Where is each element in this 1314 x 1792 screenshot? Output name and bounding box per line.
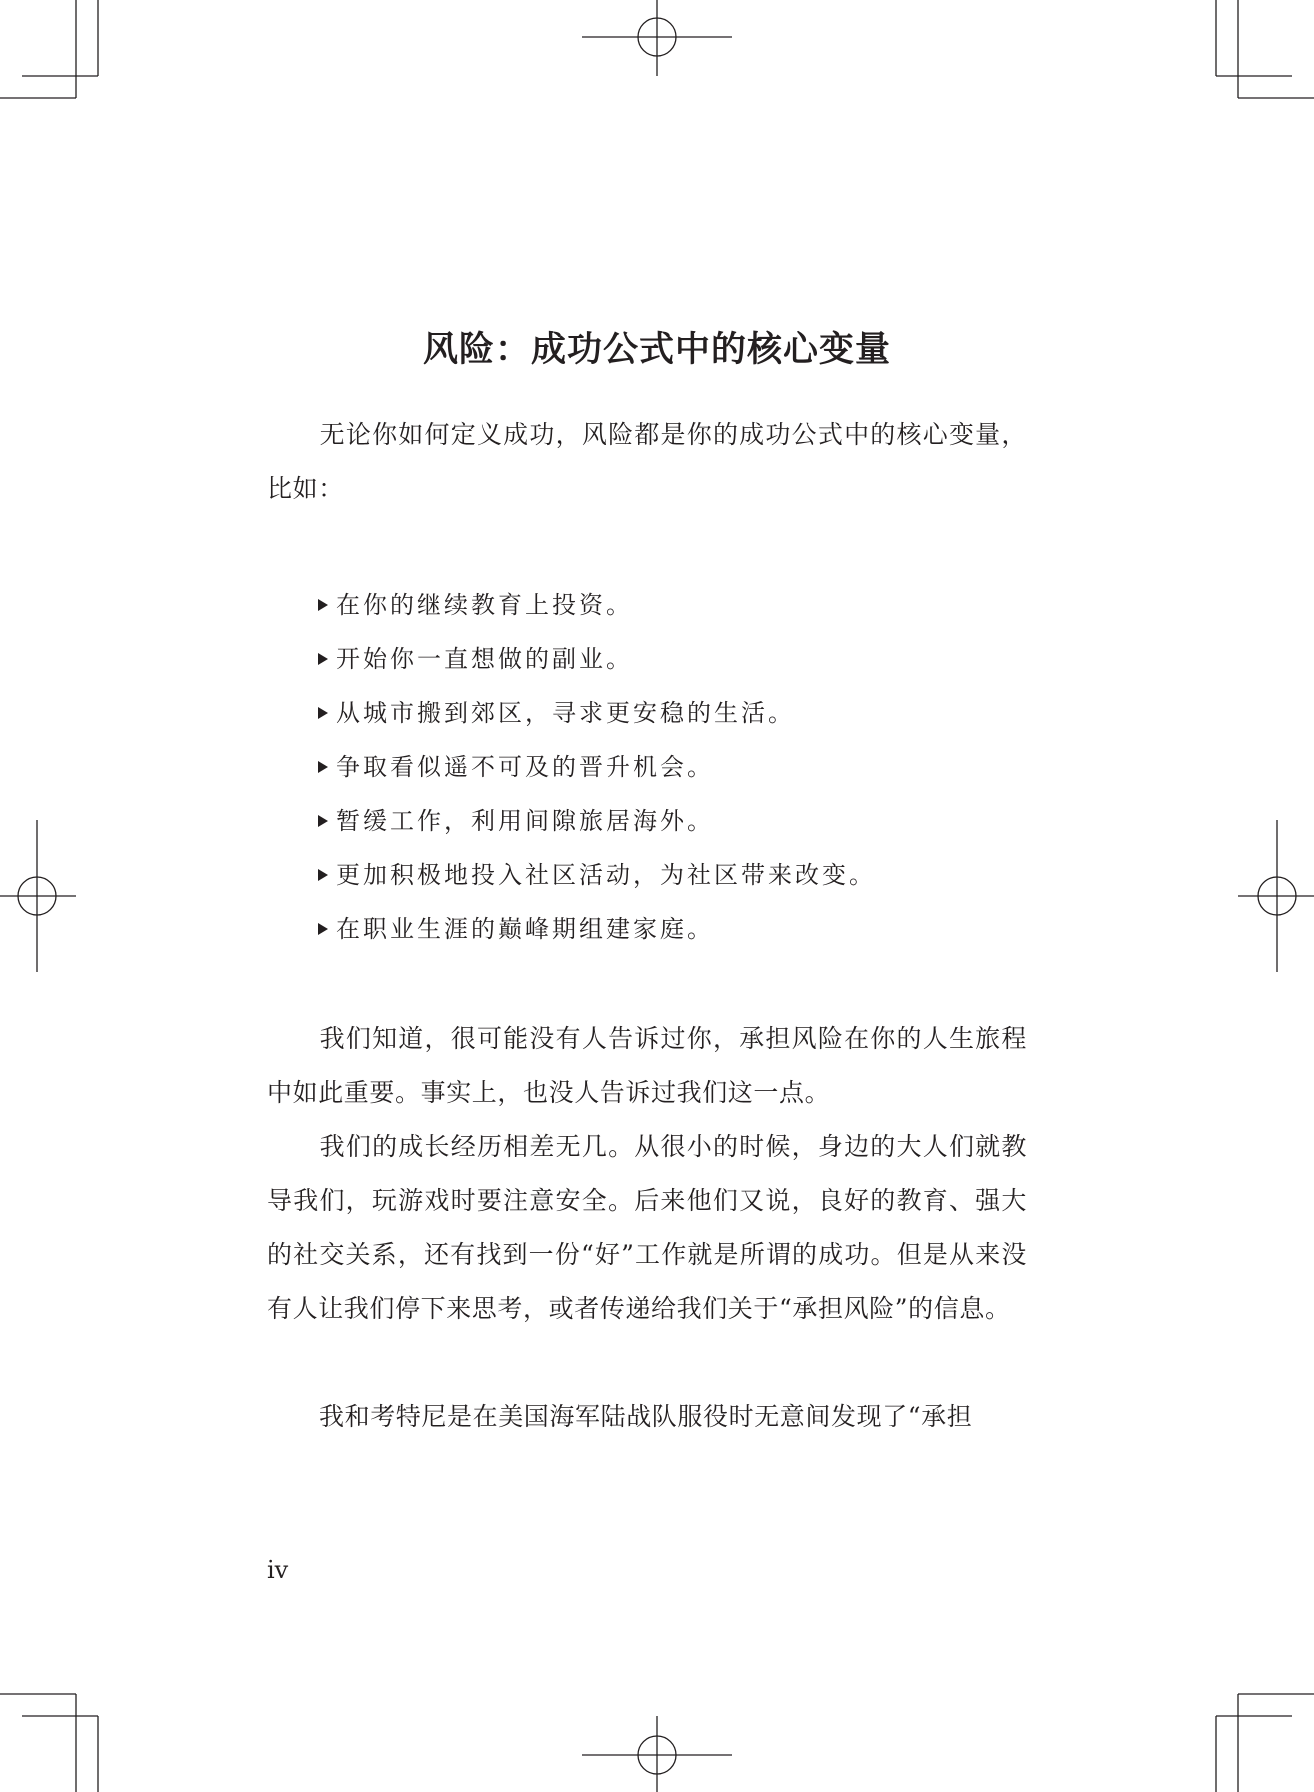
list-item: 在职业生涯的巅峰期组建家庭。 bbox=[318, 902, 876, 956]
triangle-bullet-icon bbox=[318, 761, 328, 773]
triangle-bullet-icon bbox=[318, 815, 328, 827]
body-paragraph: 我们的成长经历相差无几。从很小的时候，身边的大人们就教导我们，玩游戏时要注意安全。后来他们又说，良好的教育、强大的社交关系，还有找到一份“好”工作就是所谓的成功。但是从来没有人让我们停下来思考，或者传递给我们关于“承担风险”的信息。 bbox=[267, 1132, 1027, 1323]
intro-text: 无论你如何定义成功，风险都是你的成功公式中的核心变量，比如： bbox=[267, 420, 1027, 503]
body-paragraph: 我和考特尼是在美国海军陆战队服役时无意间发现了“承担 bbox=[319, 1402, 973, 1431]
intro-paragraph bbox=[267, 408, 1027, 516]
list-item: 在你的继续教育上投资。 bbox=[318, 578, 876, 632]
bullet-list bbox=[318, 578, 876, 956]
body-paragraph: 我们知道，很可能没有人告诉过你，承担风险在你的人生旅程中如此重要。事实上，也没人告诉过我们这一点。 bbox=[267, 1024, 1027, 1107]
triangle-bullet-icon bbox=[318, 707, 328, 719]
triangle-bullet-icon bbox=[318, 923, 328, 935]
list-item: 暂缓工作，利用间隙旅居海外。 bbox=[318, 794, 876, 848]
list-item: 争取看似遥不可及的晋升机会。 bbox=[318, 740, 876, 794]
page-number: iv bbox=[267, 1556, 289, 1584]
list-item: 开始你一直想做的副业。 bbox=[318, 632, 876, 686]
section-title: 风险：成功公式中的核心变量 bbox=[422, 329, 891, 370]
triangle-bullet-icon bbox=[318, 869, 328, 881]
triangle-bullet-icon bbox=[318, 653, 328, 665]
list-item: 从城市搬到郊区，寻求更安稳的生活。 bbox=[318, 686, 876, 740]
triangle-bullet-icon bbox=[318, 599, 328, 611]
list-item: 更加积极地投入社区活动，为社区带来改变。 bbox=[318, 848, 876, 902]
